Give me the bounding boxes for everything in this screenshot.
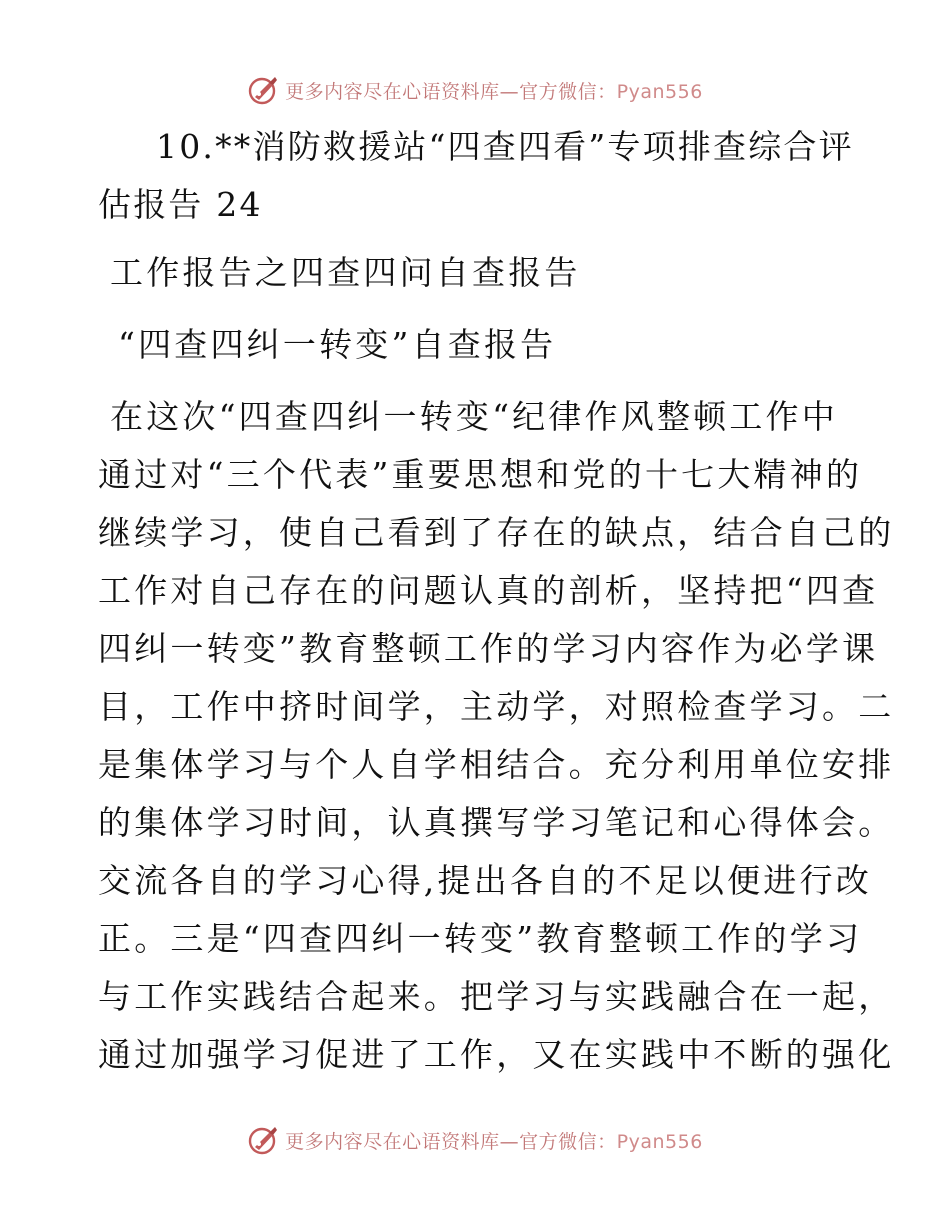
paragraph-line: 交流各自的学习心得,提出各自的不足以便进行改 <box>98 861 872 900</box>
paragraph-line: 通过加强学习促进了工作，又在实践中不断的强化 <box>98 1035 895 1074</box>
watermark-handle: Pyan556 <box>616 80 703 103</box>
body-paragraph <box>98 388 895 1084</box>
paragraph-line: 在这次“四查四纠一转变“纪律作风整顿工作中 <box>110 397 838 436</box>
paragraph-line: 目，工作中挤时间学，主动学，对照检查学习。二 <box>98 687 895 726</box>
paragraph-line: 四纠一转变”教育整顿工作的学习内容作为必学课 <box>98 629 879 668</box>
header-watermark <box>0 70 950 110</box>
heading-2: “四查四纠一转变”自查报告 <box>118 325 557 364</box>
watermark-group <box>247 1123 703 1157</box>
document-title <box>98 118 858 234</box>
footer-watermark <box>0 1120 950 1160</box>
title-line: 10.**消防救援站“四查四看”专项排查综合评 <box>156 127 854 166</box>
paragraph-line: 是集体学习与个人自学相结合。充分利用单位安排 <box>98 745 895 784</box>
watermark-text: 更多内容尽在心语资料库—官方微信：Pyan556 <box>285 1130 703 1153</box>
watermark-group <box>247 73 703 107</box>
heading-1: 工作报告之四查四问自查报告 <box>110 253 581 292</box>
document-body <box>98 118 895 1084</box>
title-line: 估报告 24 <box>98 185 263 224</box>
paragraph-line: 的集体学习时间，认真撰写学习笔记和心得体会。 <box>98 803 895 842</box>
paragraph-line: 正。三是“四查四纠一转变”教育整顿工作的学习 <box>98 919 863 958</box>
paragraph-line: 通过对“三个代表”重要思想和党的十七大精神的 <box>98 455 863 494</box>
watermark-text: 更多内容尽在心语资料库—官方微信：Pyan556 <box>285 80 703 103</box>
paragraph-line: 继续学习，使自己看到了存在的缺点，结合自己的 <box>98 513 895 552</box>
paragraph-line: 与工作实践结合起来。把学习与实践融合在一起， <box>98 977 895 1016</box>
pen-logo-icon <box>247 1123 281 1157</box>
pen-logo-icon <box>247 73 281 107</box>
watermark-handle: Pyan556 <box>616 1130 703 1153</box>
paragraph-line: 工作对自己存在的问题认真的剖析，坚持把“四查 <box>98 571 879 610</box>
